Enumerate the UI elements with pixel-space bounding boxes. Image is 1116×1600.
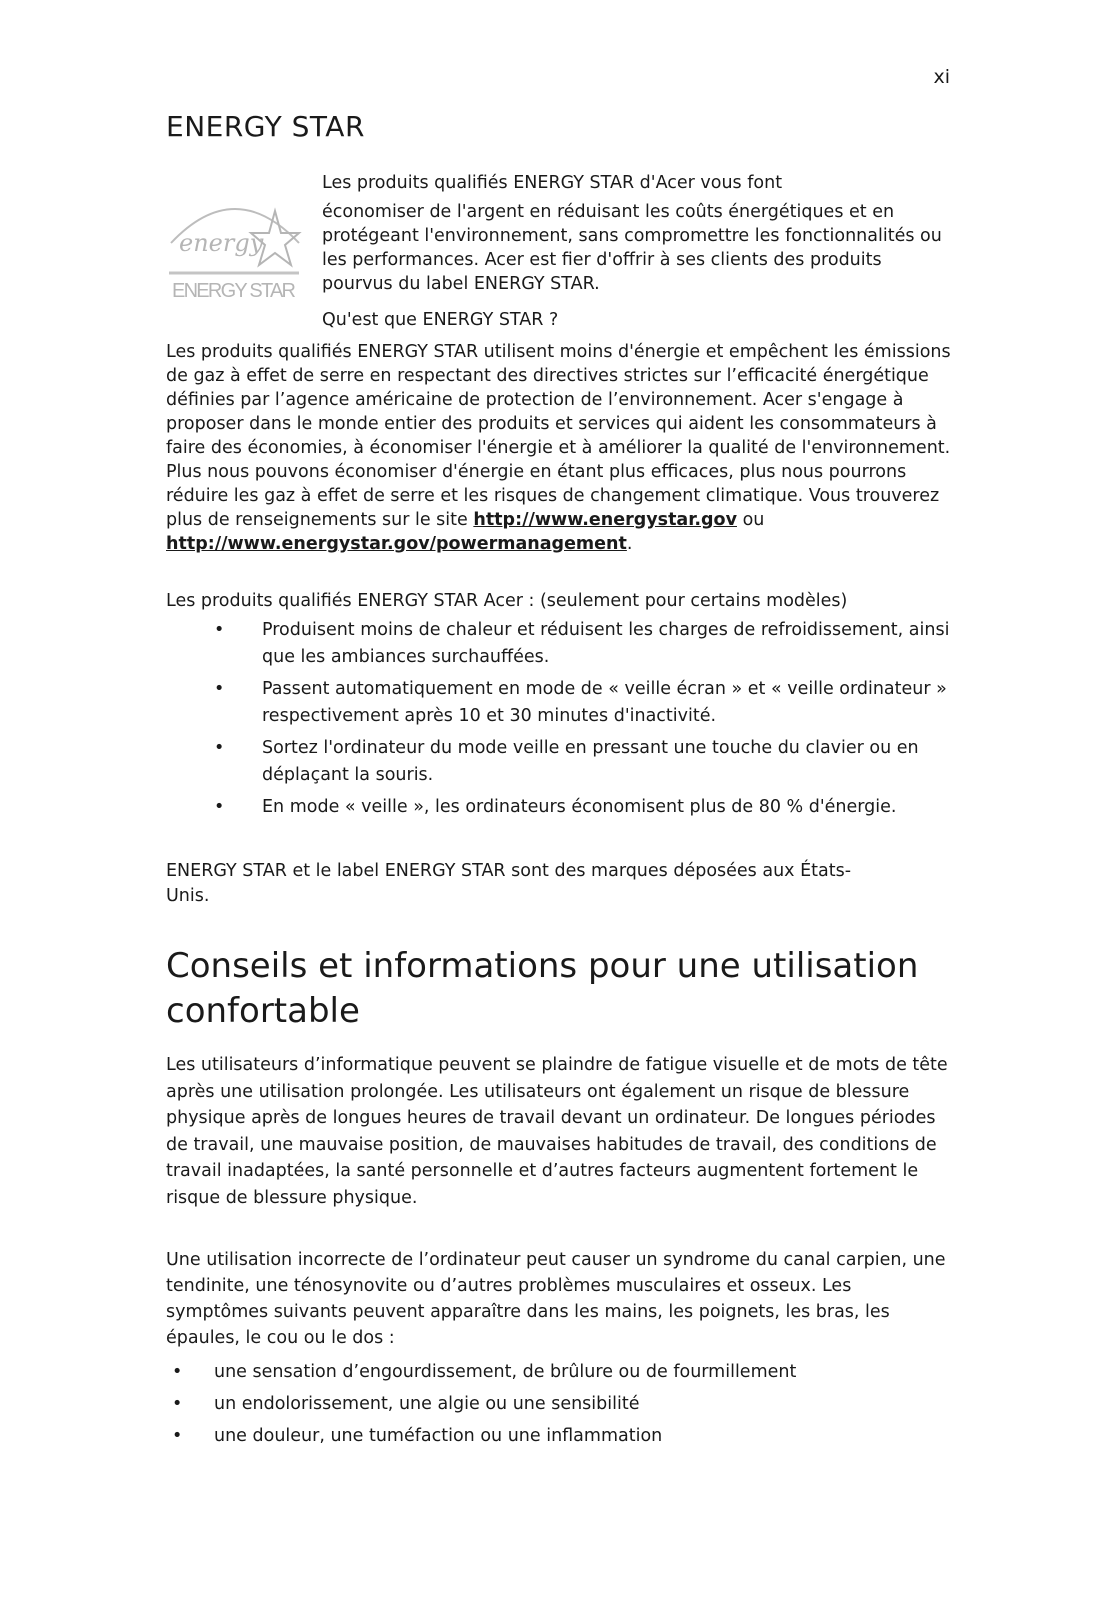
- bullet-icon: •: [172, 1394, 183, 1414]
- bullet-icon: •: [214, 679, 225, 699]
- section-heading-comfort: Conseils et informations pour une utilisation confortable: [166, 946, 919, 1031]
- list-item-text: Sortez l'ordinateur du mode veille en pressant une touche du clavier ou en déplaçant la souris.: [262, 738, 919, 785]
- energy-star-bullet-list: [214, 617, 954, 826]
- description-text: Les produits qualifiés ENERGY STAR utilisent moins d'énergie et empêchent les émissions de gaz à effet de serre en respectant des directives strictes sur l’efficacité énergétique définies par l’agence américaine de protection de l’environnement. Acer s'engage à proposer dans le monde entier des produits et services qui aident les consommateurs à faire des économies, à économiser l'énergie et à améliorer la qualité de l'environnement. Plus nous pouvons économiser d'énergie en étant plus efficaces, plus nous pourrons réduire les gaz à effet de serre et les risques de changement climatique. Vous trouverez plus de renseignements sur le site: [166, 342, 951, 530]
- list-item-text: un endolorissement, une algie ou une sensibilité: [214, 1394, 640, 1414]
- bullet-icon: •: [172, 1362, 183, 1382]
- intro-line-1: Les produits qualifiés ENERGY STAR d'Acer vous font: [322, 173, 783, 193]
- list-item: [214, 735, 954, 789]
- page-number: xi: [933, 66, 950, 88]
- list-item: [214, 676, 954, 730]
- comfort-paragraph-1: Les utilisateurs d’informatique peuvent se plaindre de fatigue visuelle et de mots de tête après une utilisation prolongée. Les utilisateurs ont également un risque de blessure physique après de longues heures de travail devant un ordinateur. De longues périodes de travail, une mauvaise position, de mauvaises habitudes de travail, des conditions de travail inadaptées, la santé personnelle et d’autres facteurs augmentent fortement le risque de blessure physique.: [166, 1055, 948, 1208]
- list-item-text: une douleur, une tuméfaction ou une inflammation: [214, 1426, 663, 1446]
- energy-star-logo: [165, 185, 303, 303]
- intro-rest: économiser de l'argent en réduisant les coûts énergétiques et en protégeant l'environnement, sans compromettre les fonctionnalités ou les performances. Acer est fier d'offrir à ses clients des produits pourvus du label ENERGY STAR.: [322, 202, 942, 294]
- section-heading-energy-star: ENERGY STAR: [166, 110, 365, 143]
- trademark-notice: ENERGY STAR et le label ENERGY STAR sont des marques déposées aux États-Unis.: [166, 861, 852, 906]
- list-item: [166, 1392, 946, 1416]
- energy-star-question: Qu'est que ENERGY STAR ?: [322, 310, 559, 330]
- logo-text: ENERGY STAR: [172, 280, 296, 302]
- energy-star-description: [166, 340, 951, 556]
- energystar-link[interactable]: http://www.energystar.gov: [473, 510, 737, 530]
- list-item: [166, 1360, 946, 1384]
- list-item-text: une sensation d’engourdissement, de brûlure ou de fourmillement: [214, 1362, 797, 1382]
- symptoms-bullet-list: [166, 1360, 946, 1456]
- comfort-paragraph-2: Une utilisation incorrecte de l’ordinateur peut causer un syndrome du canal carpien, une tendinite, une ténosynovite ou d’autres problèmes musculaires et osseux. Les symptômes suivants peuvent apparaître dans les mains, les poignets, les bras, les épaules, le cou ou le dos :: [166, 1250, 946, 1348]
- list-item: [166, 1424, 946, 1448]
- energy-star-intro: [322, 171, 952, 296]
- bullet-icon: •: [172, 1426, 183, 1446]
- bullet-icon: •: [214, 797, 225, 817]
- logo-script: energy: [179, 229, 264, 257]
- list-item-text: Produisent moins de chaleur et réduisent les charges de refroidissement, ainsi que les ambiances surchauffées.: [262, 620, 950, 667]
- link-separator: ou: [742, 510, 765, 530]
- powermanagement-link[interactable]: http://www.energystar.gov/powermanagement: [166, 534, 627, 554]
- qualified-products-intro: Les produits qualifiés ENERGY STAR Acer : (seulement pour certains modèles): [166, 591, 848, 611]
- list-item: [214, 794, 954, 821]
- link-end: .: [626, 534, 633, 554]
- list-item: [214, 617, 954, 671]
- list-item-text: En mode « veille », les ordinateurs économisent plus de 80 % d'énergie.: [262, 797, 897, 817]
- list-item-text: Passent automatiquement en mode de « veille écran » et « veille ordinateur » respectivement après 10 et 30 minutes d'inactivité.: [262, 679, 947, 726]
- bullet-icon: •: [214, 738, 225, 758]
- bullet-icon: •: [214, 620, 225, 640]
